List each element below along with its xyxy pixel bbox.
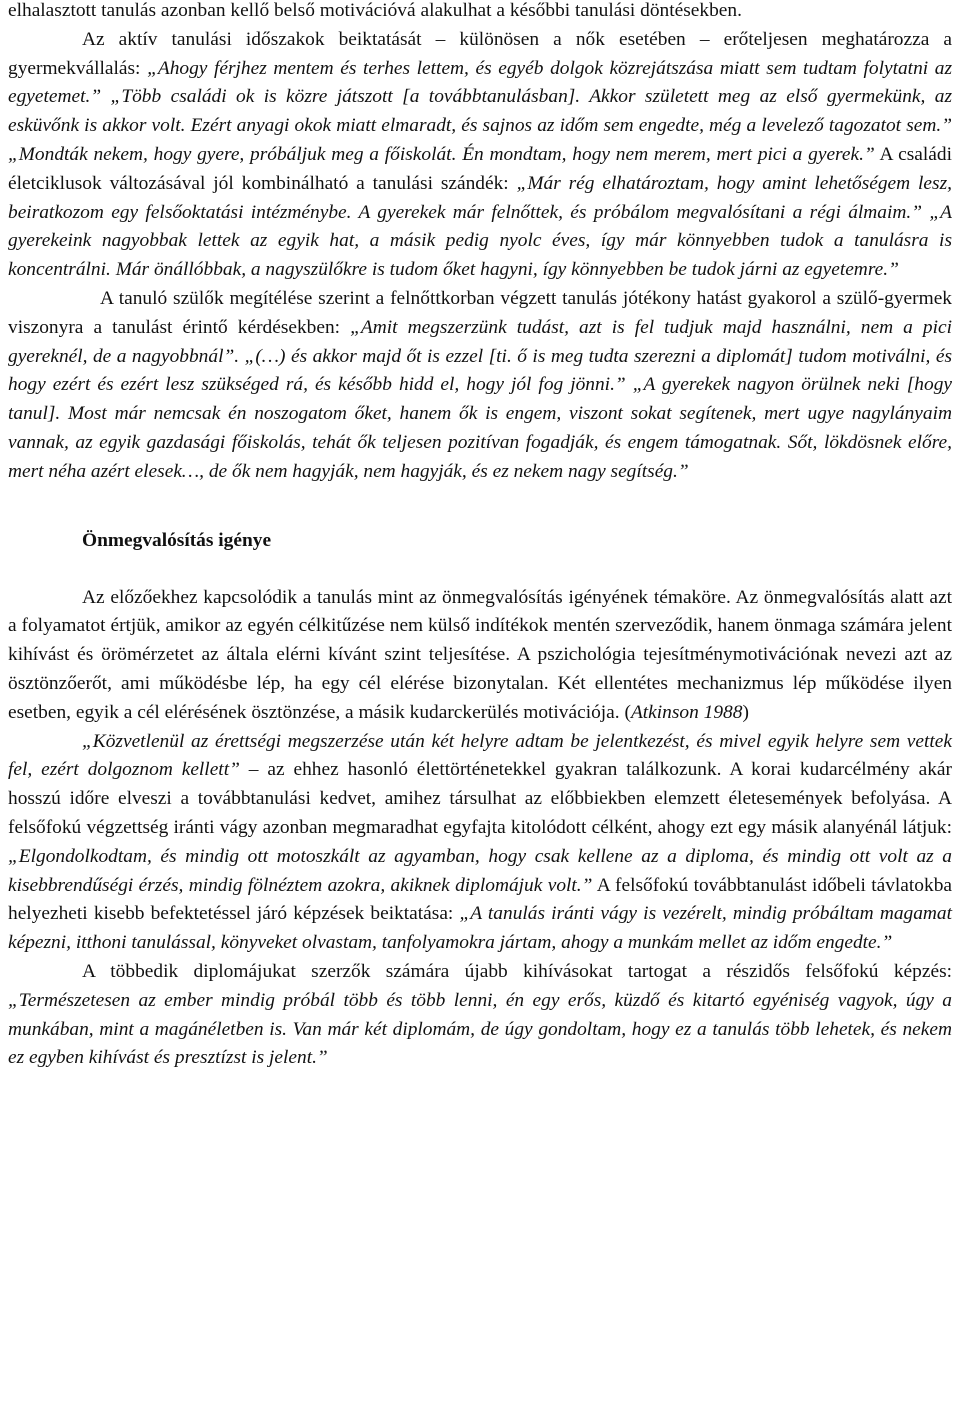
paragraph-continuation	[8, 0, 952, 26]
quote-run: „Ahogy férjhez mentem és terhes lettem, és egyéb dolgok közrejátszása miatt sem tudtam folytatni az egyetemet.” „Több családi ok is közre játszott [a továbbtanulásban]. Akkor született meg az első gyermekünk, az esküvőnk is akkor volt. Ezért anyagi okok miatt elmaradt, és sajnos az időm sem engedte, még a levelező tagozatot sem.” „Mondták nekem, hogy gyere, próbáljuk meg a főiskolát. Én mondtam, hogy nem merem, mert pici a gyerek.”	[8, 57, 952, 165]
text-run: )	[742, 701, 749, 723]
text-run: A tanuló szülők megítélése szerint a felnőttkorban végzett tanulás jótékony hatást gyakorol a szülő-gyermek viszonyra a tanulást érintő kérdésekben:	[8, 287, 952, 338]
text-run: A felsőfokú továbbtanulást időbeli távlatokba helyezheti kisebb befektetéssel járó képzések beiktatása:	[8, 874, 952, 925]
text-run: – az ehhez hasonló élettörténetekkel gyakran találkozunk. A korai kudarcélmény akár hosszú időre elveszi a továbbtanulási kedvet, amihez társulhat az előbbiekben elemzett életesemények befolyása. A felsőfokú végzettség iránti vágy azonban megmaradhat egyfajta kitolódott célként, ahogy ezt egy másik alanyénál látjuk:	[8, 759, 953, 838]
text-run: Az aktív tanulási időszakok beiktatását – különösen a nők esetében – erőteljesen meghatározza a gyermekvállalás:	[8, 28, 952, 79]
quote-run: „A tanulás iránti vágy is vezérelt, mindig próbáltam magamat képezni, itthoni tanulással, könyveket olvastam, tanfolyamokra jártam, ahogy a munkám mellet az időm engedte.”	[8, 903, 952, 954]
paragraph-failure-experience	[8, 728, 952, 958]
citation-run: Atkinson 1988	[630, 701, 743, 723]
quote-run: „Közvetlenül az érettségi megszerzése után két helyre adtam be jelentkezést, és mivel egyik helyre sem vettek fel, ezért dolgoznom kellett”	[8, 730, 952, 781]
paragraph-family-life	[8, 26, 952, 285]
paragraph-parent-child	[8, 285, 952, 487]
quote-run: „Amit megszerzünk tudást, azt is fel tudjuk majd használni, nem a pici gyereknél, de a nagyobbnál”. „(…) és akkor majd őt is ezzel [ti. ő is meg tudta szerezni a diplomát] tudom motiválni, és hogy ezért és ezért lesz szükséged rá, és később hidd el, hogy jól fog jönni.” „A gyerekek nagyon örülnek neki [hogy tanul]. Most már nemcsak én noszogatom őket, hanem ők is engem, viszont sokat segítenek, mert ugye nagylányaim vannak, az egyik gazdasági főiskolás, tehát ők teljesen pozitívan fogadják, és engem támogatnak. Sőt, lökdösnek előre, mert néha azért elesek…, de ők nem hagyják, nem hagyják, és ez nekem nagy segítség.”	[8, 316, 952, 482]
quote-run: „Elgondolkodtam, és mindig ott motoszkált az agyamban, hogy csak kellene az a diploma, és mindig ott volt az a kisebbrendűségi érzés, mindig fölnéztem azokra, akiknek diplomájuk volt.”	[8, 845, 952, 896]
text-run: Az előzőekhez kapcsolódik a tanulás mint az önmegvalósítás igényének témaköre. Az önmegvalósítás alatt azt a folyamatot értjük, amikor az egyén célkitűzése nem külső indítékok mentén szerveződik, hanem önmaga számára jelent kihívást és örömérzetet az általa elérni kívánt szint teljesítése. A pszichológia tejesítménymotivációnak nevezi azt az ösztönzőerőt, ami működésbe lép, ha egy cél elérése bizonytalan. Két ellentétes mechanizmus lép működése ilyen esetben, egyik a cél elérésének ösztönzése, a másik kudarckerülés motivációja. (	[8, 586, 952, 723]
text-run: elhalasztott tanulás azonban kellő belső motivációvá alakulhat a későbbi tanulási döntésekben.	[8, 0, 742, 21]
paragraph-multiple-degrees	[8, 958, 952, 1073]
section-heading: Önmegvalósítás igénye	[82, 529, 272, 551]
quote-run: „Már rég elhatároztam, hogy amint lehetőségem lesz, beiratkozom egy felsőoktatási intézménybe. A gyerekek már felnőttek, és próbálom megvalósítani a régi álmaim.” „A gyerekeink nagyobbak lettek az egyik hat, a másik pedig nyolc éves, így már könnyebben tudok a tanulásra is koncentrálni. Már önállóbbak, a nagyszülőkre is tudom őket hagyni, így könnyebben be tudok járni az egyetemre.”	[8, 172, 952, 281]
text-run: A családi életciklusok változásával jól kombinálható a tanulási szándék:	[8, 143, 952, 194]
paragraph-self-realization	[8, 584, 952, 728]
text-run: A többedik diplomájukat szerzők számára újabb kihívásokat tartogat a részidős felsőfokú képzés:	[82, 960, 952, 982]
quote-run: „Természetesen az ember mindig próbál több és több lenni, én egy erős, küzdő és kitartó egyéniség vagyok, úgy a munkában, mint a magánéletben is. Van már két diplomám, de úgy gondoltam, hogy ez a tanulás több lehetek, és nekem ez egyben kihívást és presztízst is jelent.”	[8, 989, 952, 1069]
